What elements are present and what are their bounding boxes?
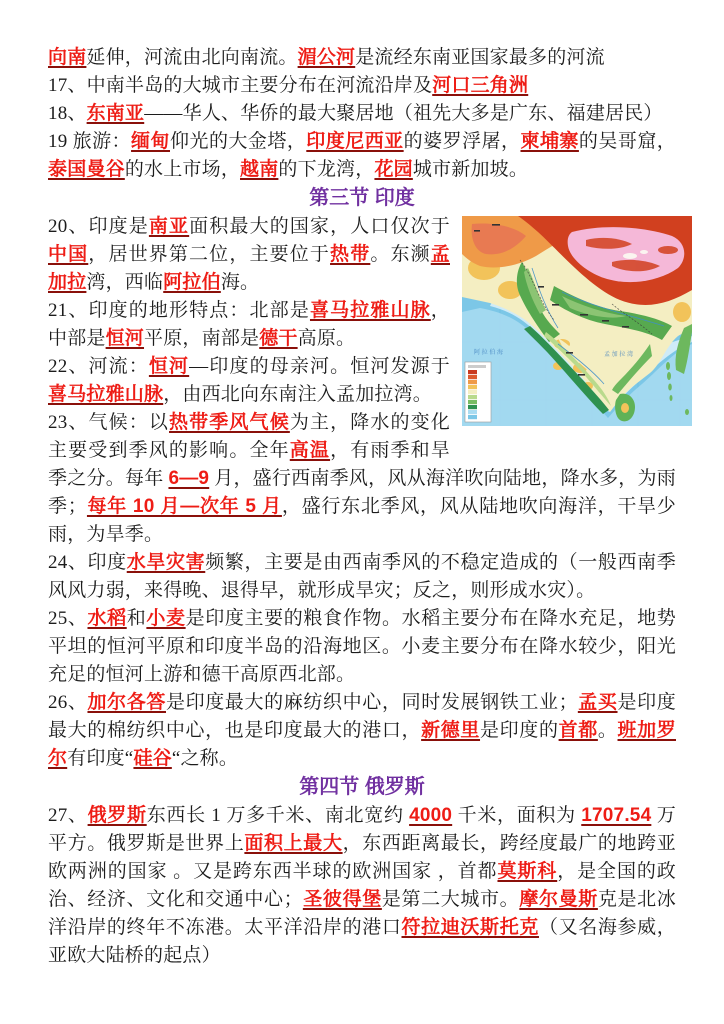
text-run: 。东濒: [370, 244, 431, 265]
highlight-term: 河口三角洲: [432, 75, 529, 96]
text-run: 是流经东南亚国家最多的河流: [355, 47, 605, 68]
text-run: 20、印度是: [48, 216, 149, 237]
text-run: 22、河流：: [48, 356, 149, 377]
highlight-term: 每年 10 月—次年 5 月: [86, 496, 282, 517]
highlight-term: 中国: [48, 244, 89, 265]
section-title-russia: 第四节 俄罗斯: [299, 776, 425, 798]
highlight-term: 圣彼得堡: [302, 889, 382, 910]
text-run: 克是北冰洋沿岸的终年不冻港。太平洋沿岸的港口: [48, 889, 677, 938]
text-run: 有印度“: [67, 748, 134, 769]
highlight-term: 孟加拉: [48, 244, 450, 293]
text-run: 是印度最大的棉纺织中心，也是印度最大的港口，: [48, 692, 676, 741]
highlight-term: 泰国曼谷: [48, 159, 125, 180]
highlight-term: 高温: [289, 440, 331, 461]
highlight-term: 俄罗斯: [87, 805, 147, 826]
highlight-term: 德干: [259, 328, 298, 349]
text-run: 24、印度: [48, 552, 127, 573]
highlight-term: 水稻: [87, 608, 127, 629]
highlight-term: 1707.54: [581, 805, 652, 826]
highlight-term: 喜马拉雅山脉: [48, 384, 164, 405]
highlight-term: 新德里: [421, 720, 481, 741]
note-item-23: [48, 409, 676, 549]
note-item-18: [48, 100, 676, 128]
text-run: ，东西距离最长，跨经度最广的地跨亚欧两洲的国家 。又是跨东西半球的欧洲国家 ，首都: [48, 833, 676, 882]
text-run: 为主，降水的变化主要受到季风的影响。全年: [48, 412, 450, 461]
highlight-term: 硅谷: [133, 748, 172, 769]
text-run: ，由西北向东南注入孟加拉湾。: [163, 384, 433, 405]
text-run: “之称。: [171, 748, 239, 769]
note-item-19: [48, 128, 676, 184]
note-item-26: [48, 689, 676, 773]
text-run: 27、: [48, 805, 88, 826]
text-run: 延伸，河流由北向南流。: [86, 47, 298, 68]
highlight-term: 加尔各答: [87, 692, 166, 713]
highlight-term: 阿拉伯: [163, 272, 221, 293]
note-item-24: [48, 549, 676, 605]
highlight-term: 恒河: [148, 356, 190, 377]
highlight-term: 孟买: [577, 692, 618, 713]
text-run: 万平方。俄罗斯是世界上: [48, 805, 676, 854]
text-run: 是第二大城市。: [381, 889, 520, 910]
text-run: ，中部是: [48, 300, 450, 349]
text-run: 25、: [48, 608, 88, 629]
highlight-term: 热带: [330, 244, 371, 265]
highlight-term: 南亚: [148, 216, 190, 237]
text-run: ——华人、华侨的最大聚居地（祖先大多是广东、福建居民）: [144, 103, 663, 124]
text-run: 的水上市场，: [124, 159, 241, 180]
text-run: 的吴哥窟，: [578, 131, 676, 152]
highlight-term: 符拉迪沃斯托克: [401, 917, 539, 938]
text-run: —印度的母亲河。恒河发源于: [189, 356, 451, 377]
highlight-term: 莫斯科: [497, 861, 558, 882]
india-map-graphic: [462, 216, 692, 426]
text-run: 仰光的大金塔，: [170, 131, 307, 152]
text-run: （又名海参威，亚欧大陆桥的起点）: [48, 917, 676, 966]
arabian-sea-label: 阿 拉 伯 海: [474, 350, 504, 356]
section-title-india: 第三节 印度: [309, 187, 415, 209]
text-run: 是印度最大的麻纺织中心，同时发展钢铁工业；: [166, 692, 578, 713]
note-item-27: [48, 802, 676, 970]
text-run: 高原。: [297, 328, 356, 349]
text-run: 平原，南部是: [144, 328, 260, 349]
highlight-term: 班加罗尔: [48, 720, 676, 769]
text-run: 东西长 1 万多千米、南北宽约: [146, 805, 410, 826]
text-run: ，居世界第二位，主要位于: [88, 244, 331, 265]
text-run: 23、气候：以: [48, 412, 170, 433]
text-run: ，是全国的政治、经济、文化和交通中心；: [48, 861, 676, 910]
highlight-term: 首都: [558, 720, 598, 741]
text-run: 湾，西临: [86, 272, 164, 293]
text-run: 千米，面积为: [452, 805, 582, 826]
text-run: ，盛行东北季风，风从陆地吹向海洋，干旱少雨，为旱季。: [48, 496, 676, 545]
text-run: 。: [597, 720, 618, 741]
text-run: 频繁，主要是由西南季风的不稳定造成的（一般西南季风风力弱，来得晚、退得早，就形成旱灾；反之，则形成水灾）。: [48, 552, 676, 601]
text-run: 面积最大的国家，人口仅次于: [189, 216, 451, 237]
highlight-term: 柬埔寨: [520, 131, 579, 152]
highlight-term: 4000: [409, 805, 453, 826]
highlight-term: 6—9: [168, 468, 210, 489]
text-run: 是印度的: [480, 720, 559, 741]
note-item-17: [48, 72, 676, 100]
highlight-term: 向南: [48, 47, 87, 68]
highlight-term: 东南亚: [86, 103, 145, 124]
highlight-term: 湄公河: [297, 47, 356, 68]
text-run: 26、: [48, 692, 88, 713]
highlight-term: 越南: [240, 159, 279, 180]
text-run: 海。: [220, 272, 260, 293]
text-run: 的婆罗浮屠，: [403, 131, 521, 152]
highlight-term: 恒河: [105, 328, 145, 349]
text-run: ，有雨季和旱季之分。每年: [48, 440, 450, 489]
text-run: 17、中南半岛的大城市主要分布在河流沿岸及: [48, 75, 433, 96]
text-run: 21、印度的地形特点：北部是: [48, 300, 310, 321]
map-legend: [465, 362, 491, 422]
text-run: 月，盛行西南季风，风从海洋吹向陆地，降水多，为雨季；: [48, 468, 676, 517]
highlight-term: 摩尔曼斯: [519, 889, 598, 910]
highlight-term: 水旱灾害: [126, 552, 206, 573]
note-item-16-continued: [48, 44, 676, 72]
highlight-term: 面积上最大: [244, 833, 343, 854]
text-run: 的下龙湾，: [278, 159, 375, 180]
highlight-term: 热带季风气候: [169, 412, 290, 433]
note-item-25: [48, 605, 676, 689]
highlight-term: 喜马拉雅山脉: [309, 300, 431, 321]
india-topographic-map: [462, 216, 692, 426]
text-run: 和: [126, 608, 147, 629]
text-run: 城市新加坡。: [412, 159, 529, 180]
text-run: 是印度主要的粮食作物。水稻主要分布在降水充足，地势平坦的恒河平原和印度半岛的沿海地区。小麦主要分布在降水较少，阳光充足的恒河上游和德干高原西北部。: [48, 608, 676, 685]
highlight-term: 缅甸: [131, 131, 170, 152]
highlight-term: 小麦: [146, 608, 186, 629]
text-run: 19 旅游：: [48, 131, 132, 152]
text-run: 18、: [48, 103, 87, 124]
bay-of-bengal-label: 孟 加 拉 湾: [604, 352, 634, 358]
highlight-term: 花园: [374, 159, 413, 180]
highlight-term: 印度尼西亚: [306, 131, 404, 152]
